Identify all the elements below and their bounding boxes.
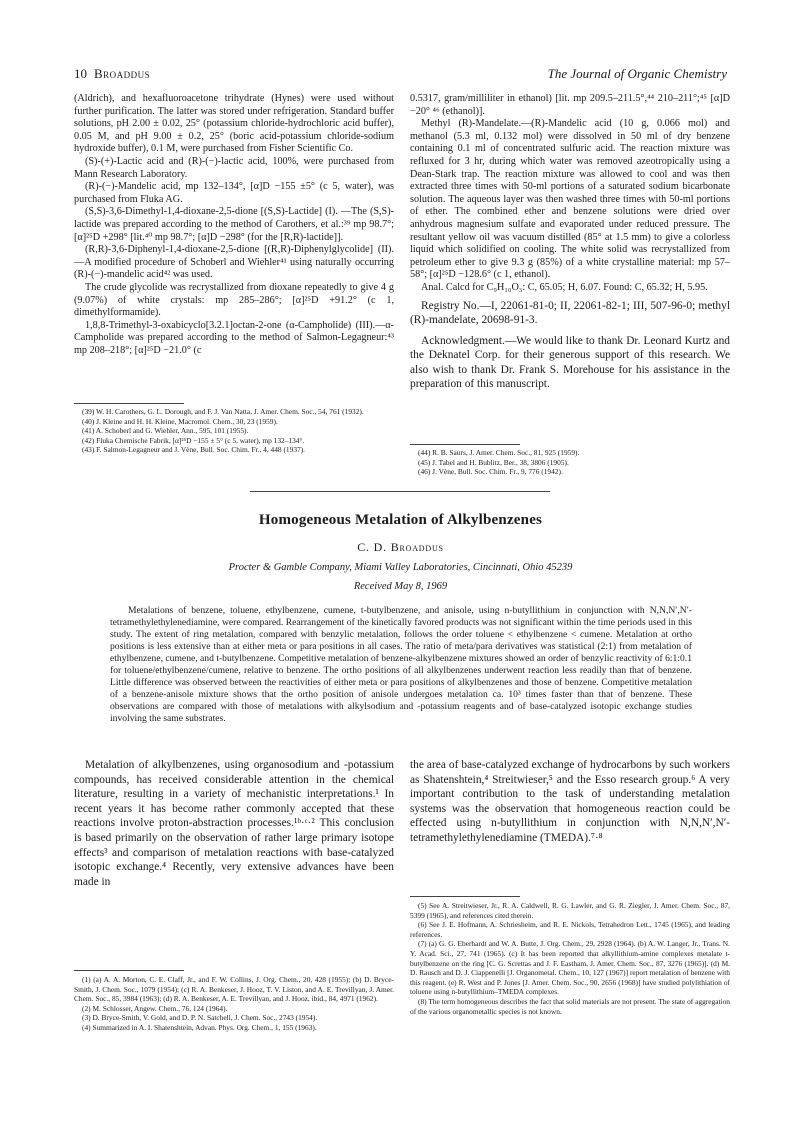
footnote: (7) (a) G. G. Eberhardt and W. A. Butte, J. Org. Chem., 29, 2928 (1964). (b) A. W. Langer, Jr., Trans. N. Y. Acad. Sci., 27, 741 (1965). (c) It has been reported that alkyllithium-amine complexes metalate t-butylbenzene on the ring [C. G. Screttas and J. F. Eastham, J. Amer. Chem. Soc., 87, 3276 (1965)]. (d) M. D. Rausch and D. J. Ciappenelli [J. Organometal. Chem., 10, 127 (1967)] report metalation of benzene with this reagent. (e) R. West and P. Jones [J. Amer. Chem. Soc., 90, 2656 (1968)] have studied polylithiation of toluene using n-butyllithium–TMEDA complexes. xyxy=(410,939,730,997)
registry-block xyxy=(410,299,730,393)
paragraph: Methyl (R)-Mandelate.—(R)-Mandelic acid (10 g, 0.066 mol) and methanol (5.3 ml, 0.132 mol) were dissolved in 50 ml of dry benzene containing 0.1 ml of concentrated sulfuric acid. The reaction mixture was refluxed for 3 hr, during which water was removed azeotropically using a Dean-Stark trap. The reaction mixture was allowed to cool and was then extracted three times with 50-ml portions of a saturated sodium bicarbonate solution. The aqueous layer was then washed three times with 50-ml portions of ether. The combined ether and benzene solutions were dried over anhydrous magnesium sulfate and evaporated under reduced pressure. The resultant yellow oil was vacuum distilled (85° at 1.5 mm) to give a colorless liquid which solidified on cooling. The white solid was recrystallized from petroleum ether to give 9.3 g (85%) of a white crystalline material: mp 57–58°; [α]²⁵D −128.6° (c 1, ethanol). xyxy=(410,118,730,281)
paragraph: (R)-(−)-Mandelic acid, mp 132–134°, [α]D −155 ±5° (c 5, water), was purchased from Fluka AG. xyxy=(74,181,394,205)
paragraph: (S,S)-3,6-Dimethyl-1,4-dioxane-2,5-dione [(S,S)-Lactide] (I). —The (S,S)-lactide was prepared according to the method of Carothers, et al.:³⁹ mp 98.7°; [α]²⁵D +298° [lit.⁴⁰ mp 98.7°; [α]D −298° (for the [R,R)-lactide]]. xyxy=(74,206,394,243)
paragraph: (Aldrich), and hexafluoroacetone trihydrate (Hynes) were used without further purification. The latter was stored under refrigeration. Standard buffer solutions, pH 2.00 ± 0.02, 25° (potassium chloride-hydrochloric acid buffer), 0.05 M, and pH 9.00 ± 0.2, 25° (boric acid-potassium chloride-sodium hydroxide buffer), 0.1 M, were purchased from Fisher Scientific Co. xyxy=(74,93,394,155)
footnote: (8) The term homogeneous describes the fact that solid materials are not present. The state of aggregation of the various organometallic species is not known. xyxy=(410,996,730,1016)
received-date: Received May 8, 1969 xyxy=(353,581,448,592)
footnote: (44) R. B. Saurs, J. Amer. Chem. Soc., 81, 925 (1959). xyxy=(418,448,580,457)
article-author: C. D. Broaddus xyxy=(357,540,444,554)
previous-article-left-column xyxy=(74,93,394,357)
header-author: Broaddus xyxy=(94,66,151,81)
paragraph: (S)-(+)-Lactic acid and (R)-(−)-lactic acid, 100%, were purchased from Mann Research Laboratory. xyxy=(74,155,394,180)
article-title: Homogeneous Metalation of Alkylbenzenes xyxy=(258,512,543,528)
intro-paragraph: Metalation of alkylbenzenes, using organosodium and -potassium compounds, has received considerable attention in the chemical literature, resulting in a variety of mechanistic interpretations.¹ In recent years it has become rather commonly accepted that these reactions involve proton-abstraction processes.¹ᵇ·ᶜ·² This conclusion is based primarily on the observation of rather large primary isotope effects³ and comparison of metalation reactions with base-catalyzed isotopic exchange.⁴ Recently, very extensive advances have been made in xyxy=(74,759,394,888)
article-footnotes-left xyxy=(74,975,394,1033)
footnote: (43) F. Salmon-Legagneur and J. Vène, Bull. Soc. Chim. Fr., 4, 448 (1937). xyxy=(82,445,306,455)
previous-footnotes-left xyxy=(74,407,394,455)
footnote: (4) Summarized in A. I. Shatenshtein, Advan. Phys. Org. Chem., 1, 155 (1963). xyxy=(82,1022,317,1032)
footnote-rule xyxy=(410,896,520,897)
footnote: (42) Fluka Chemische Fabrik, [α]²⁵D −155 ± 5° (c 5, water), mp 132–134°. xyxy=(82,435,305,445)
previous-article-right-column xyxy=(410,93,730,392)
previous-footnotes-right xyxy=(410,448,730,477)
footnote: (41) A. Schoberl and G. Wiehler, Ann., 595, 101 (1955). xyxy=(82,426,249,436)
registry-numbers: Registry No.—I, 22061-81-0; II, 22061-82-1; III, 507-96-0; methyl (R)-mandelate, 20698-91-3. xyxy=(410,299,730,327)
footnote: (2) M. Schlosser, Angew. Chem., 76, 124 (1964). xyxy=(82,1003,228,1013)
acknowledgment: Acknowledgment.—We would like to thank Dr. Leonard Kurtz and the Deknatel Corp. for their generous support of this research. We also wish to thank Dr. Frank S. Morehouse for his assistance in the preparation of this manuscript. xyxy=(410,334,730,391)
page-number: 10 xyxy=(74,66,87,81)
article-footnotes-right xyxy=(410,901,730,1016)
running-header xyxy=(74,66,727,86)
footnote-rule xyxy=(74,403,184,404)
body-right-column xyxy=(410,758,730,846)
footnote: (40) J. Kleine and H. H. Kleine, Macromol. Chem., 30, 23 (1959). xyxy=(82,416,278,426)
paragraph: The crude glycolide was recrystallized from dioxane repeatedly to give 4 g (9.07%) of white crystals: mp 285–286°; [α]²⁵D +91.2° (c 1, dimethylformamide). xyxy=(74,281,394,319)
footnote-rule xyxy=(410,444,520,445)
footnote: (46) J. Vène, Bull. Soc. Chim. Fr., 9, 776 (1942). xyxy=(418,467,563,477)
paragraph: (R,R)-3,6-Diphenyl-1,4-dioxane-2,5-dione [(R,R)-Diphenylglycolide] (II).—A modified procedure of Schoberl and Wiehler⁴¹ using naturally occurring (R)-(−)-mandelic acid⁴² was used. xyxy=(74,244,394,281)
journal-name: The Journal of Organic Chemistry xyxy=(547,66,727,81)
footnote: (1) (a) A. A. Morton, C. E. Claff, Jr., and F. W. Collins, J. Org. Chem., 20, 428 (1955); (b) D. Bryce-Smith, J. Chem. Soc., 1079 (1954); (c) R. A. Benkeser, J. Hooz, T. V. Liston, and A. E. Trevillyan, J. Amer. Chem. Soc., 85, 3984 (1963); (d) R. A. Benkeser, A. E. Trevillyan, and J. Hooz, ibid., 84, 4971 (1962). xyxy=(74,975,394,1004)
article-divider xyxy=(250,491,550,492)
footnote: (39) W. H. Carothers, G. L. Dorough, and F. J. Van Natta, J. Amer. Chem. Soc., 54, 761 (1932). xyxy=(82,407,364,416)
paragraph: 1,8,8-Trimethyl-3-oxabicyclo[3.2.1]octan-2-one (α-Campholide) (III).—α-Campholide was prepared according to the method of Salmon-Legagneur:⁴³ mp 208–218°; [α]²⁵D −21.0° (c xyxy=(74,319,394,356)
footnote: (6) See J. E. Hofmann, A. Schriesheim, and R. E. Nickols, Tetrahedron Lett., 1745 (1965), and leading references. xyxy=(410,920,730,939)
intro-paragraph-cont: the area of base-catalyzed exchange of hydrocarbons by such workers as Shatenshtein,⁴ Streitwieser,⁵ and the Esso research group.⁶ A very important contribution to the task of understanding metalation systems was the observation that homogeneous reaction could be effected using n-butyllithium in conjunction with N,N,N′,N′-tetramethylethylenediamine (TMEDA).⁷·⁸ xyxy=(410,759,730,844)
footnote: (5) See A. Streitwieser, Jr., R. A. Caldwell, R. G. Lawler, and G. R. Ziegler, J. Amer. Chem. Soc., 87, 5399 (1965), and references cited therein. xyxy=(410,901,730,920)
footnote-rule xyxy=(74,970,184,971)
footnote: (45) J. Tabel and H. Bublitz, Ber., 38, 3806 (1905). xyxy=(418,457,569,467)
footnote: (3) D. Bryce-Smith, V. Gold, and D. P. N. Satchell, J. Chem. Soc., 2743 (1954). xyxy=(82,1013,318,1023)
body-left-column xyxy=(74,758,394,889)
article-affiliation: Procter & Gamble Company, Miami Valley Laboratories, Cincinnati, Ohio 45239 xyxy=(228,562,573,573)
paragraph: 0.5317, gram/milliliter in ethanol) [lit. mp 209.5–211.5°,⁴⁴ 210–211°;⁴⁵ [α]D −20° ⁴⁶ (ethanol)]. xyxy=(410,93,730,117)
paragraph: Anal. Calcd for C₉H₁₀O₃: C, 65.05; H, 6.07. Found: C, 65.32; H, 5.95. xyxy=(421,281,708,293)
abstract: Metalations of benzene, toluene, ethylbenzene, cumene, t-butylbenzene, and anisole, using n-butyllithium in conjunction with N,N,N′,N′-tetramethylethylenediamine, were compared. Rearrangement of the kinetically favored products was not significant within the time periods used in this study. The extent of ring metalation, compared with benzylic metalation, follows the order toluene < ethylbenzene < cumene. Metalation at ortho positions is less extensive than at either meta or para positions in all cases. The ratio of meta/para derivatives was statistical (2:1) from metalation of ethylbenzene, cumene, and t-butylbenzene. Competitive metalation of benzene-alkylbenzene mixtures showed an order of benzylic reactivity of 6:1:0.1 for toluene/ethylbenzene/cumene, relative to benzene. The ortho positions of all alkylbenzenes underwent reaction less readily than that of benzene. Little difference was observed between the reactivities of either meta or para positions of alkylbenzenes and those of benzene. Competitive metalation of a benzene-anisole mixture shows that the ortho position of anisole undergoes metalation ca. 10³ times faster than that of benzene. These observations are compared with those of metalations with alkylsodium and -potassium reagents and of base-catalyzed isotopic exchange studies involving the same substrates. xyxy=(110,605,692,724)
